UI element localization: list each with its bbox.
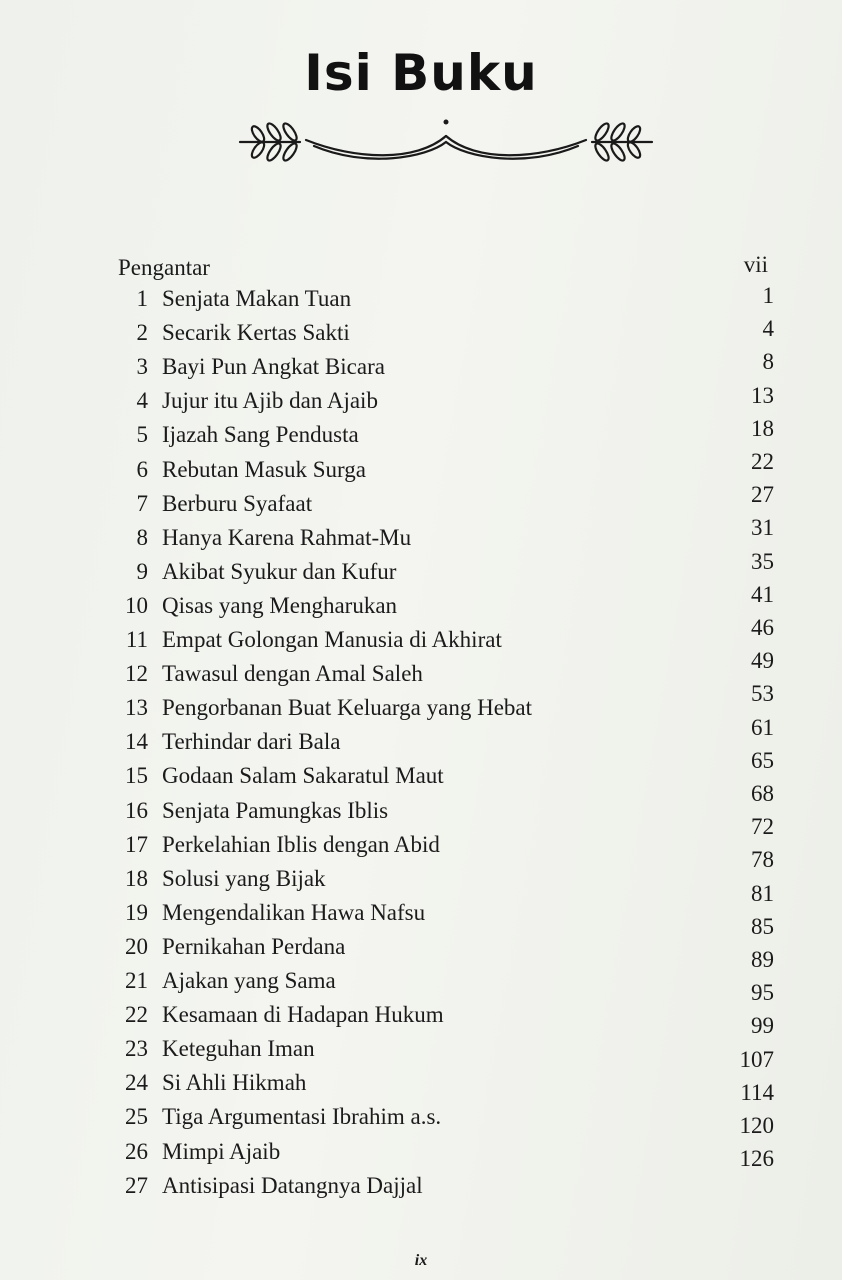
toc-entry-title: Terhindar dari Bala bbox=[162, 729, 341, 755]
toc-entry bbox=[112, 866, 326, 892]
toc-entry-title: Mimpi Ajaib bbox=[162, 1138, 281, 1164]
toc-entry-number: 15 bbox=[125, 763, 148, 789]
toc-entry bbox=[112, 1104, 441, 1130]
toc-entry-number: 3 bbox=[136, 354, 148, 380]
toc-entry-title: Qisas yang Mengharukan bbox=[162, 592, 398, 618]
toc-entry-number: 25 bbox=[125, 1104, 148, 1130]
toc-page-number: 46 bbox=[751, 615, 774, 640]
toc-entry-title: Empat Golongan Manusia di Akhirat bbox=[162, 627, 502, 652]
toc-page-number: 78 bbox=[751, 847, 774, 873]
toc-entry-number: 5 bbox=[136, 422, 148, 448]
toc-entry-title: Hanya Karena Rahmat-Mu bbox=[162, 524, 412, 550]
toc-entry-number: 23 bbox=[125, 1036, 148, 1062]
toc-entry-number: 1 bbox=[136, 286, 148, 311]
toc-page-number: 35 bbox=[751, 548, 774, 574]
toc-entry bbox=[112, 422, 359, 448]
page-folio: ix bbox=[414, 1252, 428, 1269]
toc-page-number: 31 bbox=[751, 515, 774, 541]
toc-entry-title: Godaan Salam Sakaratul Maut bbox=[162, 763, 444, 789]
toc-page-number: 65 bbox=[751, 747, 774, 773]
toc-entry bbox=[112, 286, 351, 312]
toc-entry-title: Senjata Makan Tuan bbox=[162, 286, 352, 311]
toc-entry bbox=[112, 593, 397, 619]
toc-entry-number: 7 bbox=[136, 490, 148, 516]
toc-page-number: 49 bbox=[751, 648, 774, 674]
toc-entry-number: 13 bbox=[125, 695, 148, 721]
toc-page-number: 13 bbox=[751, 382, 774, 408]
toc-page-number: 41 bbox=[751, 581, 774, 607]
toc-entry-title: Tiga Argumentasi Ibrahim a.s. bbox=[162, 1104, 442, 1130]
toc-page-number: 81 bbox=[751, 880, 774, 906]
toc-entry bbox=[112, 1173, 423, 1199]
toc-page-number: 120 bbox=[739, 1113, 774, 1138]
toc-entry-number: 6 bbox=[136, 456, 148, 482]
toc-entry bbox=[112, 320, 350, 346]
toc-entry-number: 11 bbox=[125, 627, 148, 652]
toc-page-number: 85 bbox=[751, 913, 774, 939]
toc-entry bbox=[112, 1070, 306, 1096]
toc-page-number: 8 bbox=[762, 349, 774, 375]
toc-entry bbox=[112, 661, 423, 687]
toc-entry-number: 26 bbox=[125, 1138, 148, 1164]
toc-page-number: 126 bbox=[739, 1146, 774, 1172]
toc-entry-number: 27 bbox=[125, 1172, 148, 1198]
toc-entry-title: Keteguhan Iman bbox=[162, 1036, 315, 1062]
toc-page-number: 68 bbox=[751, 781, 774, 806]
toc-entry bbox=[112, 900, 425, 926]
toc-entry bbox=[112, 1002, 444, 1028]
toc-entry-title: Mengendalikan Hawa Nafsu bbox=[162, 899, 426, 925]
toc-intro-label: Pengantar bbox=[118, 255, 210, 280]
toc-page-number: 89 bbox=[751, 947, 774, 972]
toc-entry bbox=[112, 457, 366, 483]
toc-page-number: 53 bbox=[751, 681, 774, 707]
toc-page-number: 95 bbox=[751, 980, 774, 1006]
toc-page-number: 61 bbox=[751, 714, 774, 740]
toc-entry-title: Antisipasi Datangnya Dajjal bbox=[162, 1172, 423, 1198]
toc-page-number: 4 bbox=[762, 316, 774, 342]
toc-entry-number: 2 bbox=[136, 320, 148, 346]
toc-entry bbox=[112, 388, 378, 414]
toc-entry bbox=[112, 525, 411, 551]
toc-entry bbox=[112, 627, 502, 653]
toc-entry-number: 4 bbox=[136, 388, 148, 414]
toc-entry-title: Berburu Syafaat bbox=[162, 490, 313, 516]
toc-entry-title: Akibat Syukur dan Kufur bbox=[162, 558, 397, 584]
toc-entry-title: Ijazah Sang Pendusta bbox=[162, 422, 359, 448]
toc-entry bbox=[112, 1139, 280, 1165]
toc-entry-number: 14 bbox=[125, 729, 148, 755]
toc-entry-number: 19 bbox=[125, 899, 148, 925]
toc-entry-number: 22 bbox=[125, 1002, 148, 1028]
toc-page-number: 22 bbox=[751, 449, 774, 474]
toc-entry bbox=[112, 354, 385, 380]
toc-entry-number: 12 bbox=[125, 661, 148, 687]
toc-entry-title: Tawasul dengan Amal Saleh bbox=[162, 661, 423, 687]
toc-entry-title: Secarik Kertas Sakti bbox=[162, 320, 350, 346]
toc-entry-title: Ajakan yang Sama bbox=[162, 968, 336, 993]
toc-entry-number: 16 bbox=[125, 797, 148, 823]
toc-entry-number: 21 bbox=[125, 968, 148, 993]
toc-entry bbox=[112, 491, 312, 517]
toc-entry-title: Rebutan Masuk Surga bbox=[162, 456, 367, 482]
toc-entry-title: Pengorbanan Buat Keluarga yang Hebat bbox=[162, 695, 533, 721]
toc-intro-page: vii bbox=[743, 252, 768, 277]
toc-entry bbox=[112, 934, 345, 960]
toc-page-number: 107 bbox=[739, 1046, 774, 1072]
toc-entry-title: Senjata Pamungkas Iblis bbox=[162, 797, 389, 823]
toc-entry-title: Kesamaan di Hadapan Hukum bbox=[162, 1002, 444, 1028]
toc-entry bbox=[112, 559, 396, 585]
toc-entry-title: Si Ahli Hikmah bbox=[162, 1070, 307, 1096]
toc-page-number: 72 bbox=[751, 814, 774, 840]
toc-page-number: 99 bbox=[751, 1013, 774, 1039]
toc-entry-number: 20 bbox=[125, 933, 148, 959]
toc-entry-number: 24 bbox=[125, 1070, 148, 1096]
toc-page-number: 27 bbox=[751, 482, 774, 508]
toc-entry-title: Jujur itu Ajib dan Ajaib bbox=[162, 388, 378, 414]
toc-entry-number: 9 bbox=[136, 558, 148, 584]
toc-entry-number: 8 bbox=[136, 524, 148, 550]
ornament-divider-icon bbox=[236, 112, 656, 168]
toc-entry-number: 10 bbox=[125, 592, 148, 618]
toc-entry bbox=[112, 763, 444, 789]
toc-entry bbox=[112, 1036, 315, 1062]
toc-page-number: 1 bbox=[762, 283, 774, 308]
toc-page-number: 18 bbox=[751, 415, 774, 441]
page-title: Isi Buku bbox=[304, 44, 538, 102]
toc-entry bbox=[112, 968, 336, 994]
toc-entry-title: Bayi Pun Angkat Bicara bbox=[162, 354, 385, 380]
toc-entry bbox=[112, 832, 440, 858]
toc-entry-number: 17 bbox=[125, 831, 148, 857]
toc-entry-title: Solusi yang Bijak bbox=[162, 865, 326, 891]
toc-entry-title: Perkelahian Iblis dengan Abid bbox=[162, 831, 440, 857]
toc-page-number: 114 bbox=[740, 1079, 774, 1105]
toc-entry-title: Pernikahan Perdana bbox=[162, 933, 346, 959]
toc-entry bbox=[112, 729, 340, 755]
toc-entry bbox=[112, 695, 532, 721]
toc-entry bbox=[112, 798, 388, 824]
toc-entry-number: 18 bbox=[125, 865, 148, 891]
